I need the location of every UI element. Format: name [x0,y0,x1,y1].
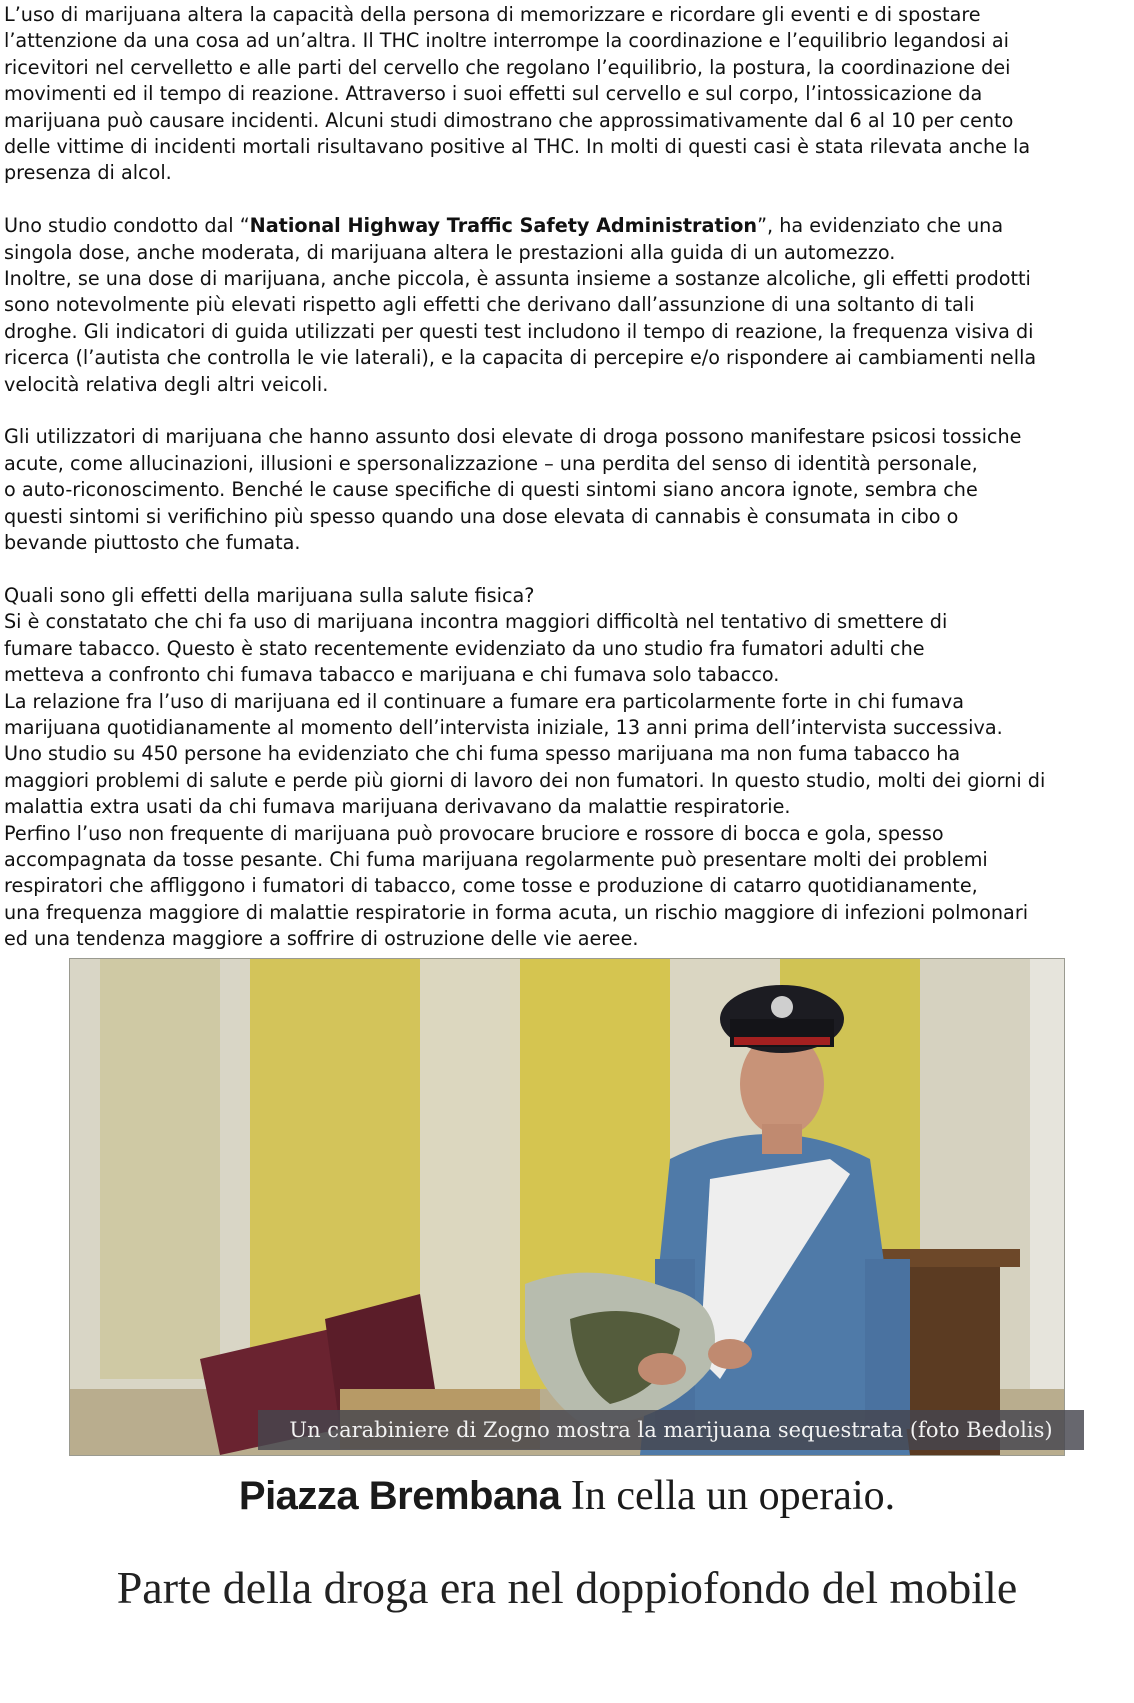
text-line: bevande piuttosto che fumata. [4,531,301,555]
text-line: accompagnata da tosse pesante. Chi fuma marijuana regolarmente può presentare molti dei problemi [4,847,988,871]
section-question: Quali sono gli effetti della marijuana sulla salute fisica? [4,583,535,607]
text-line: fumare tabacco. Questo è stato recentemente evidenziato da uno studio fra fumatori adulti che [4,636,925,660]
paragraph-driving-study [4,213,1132,398]
text-line: sono notevolmente più elevati rispetto agli effetti che derivano dall’assunzione di una soltanto di tali [4,293,975,317]
text-fragment: Uno studio condotto dal “ [4,214,250,238]
text-line: droghe. Gli indicatori di guida utilizzati per questi test includono il tempo di reazione, la frequenza visiva di [4,319,1034,343]
text-line: Inoltre, se una dose di marijuana, anche piccola, è assunta insieme a sostanze alcoliche, gli effetti prodotti [4,267,1031,291]
text-line: respiratori che affliggono i fumatori di tabacco, come tosse e produzione di catarro quotidianamente, [4,874,978,898]
text-line [4,213,1132,239]
text-line: La relazione fra l’uso di marijuana ed il continuare a fumare era particolarmente forte in chi fumava [4,689,965,713]
text-line: ricerca (l’autista che controlla le vie laterali), e la capacita di percepire e/o rispondere ai cambiamenti nella [4,346,1037,370]
paragraph-thc-effects [4,2,1132,187]
text-line: velocità relativa degli altri veicoli. [4,372,329,396]
text-line: metteva a confronto chi fumava tabacco e marijuana e chi fumava solo tabacco. [4,663,780,687]
text-line: Perfino l’uso non frequente di marijuana può provocare bruciore e rossore di bocca e gola, spesso [4,821,944,845]
text-line: malattia extra usati da chi fumava marijuana derivavano da malattie respiratorie. [4,795,791,819]
text-line: l’attenzione da una cosa ad un’altra. Il THC inoltre interrompe la coordinazione e l’equilibrio legandosi ai [4,29,1010,53]
organization-name: National Highway Traffic Safety Administration [249,214,758,238]
text-line: Uno studio su 450 persone ha evidenziato che chi fuma spesso marijuana ma non fuma tabacco ha [4,742,961,766]
headline-rest: In cella un operaio. [560,1473,896,1519]
text-line: ed una tendenza maggiore a soffrire di ostruzione delle vie aeree. [4,927,639,951]
text-line: acute, come allucinazioni, illusioni e spersonalizzazione – una perdita del senso di identità personale, [4,451,978,475]
text-line: delle vittime di incidenti mortali risultavano positive al THC. In molti di questi casi è stata rilevata anche la [4,135,1031,159]
text-line: marijuana può causare incidenti. Alcuni studi dimostrano che approssimativamente dal 6 al 10 per cento [4,108,1014,132]
headline [0,1468,1134,1524]
paragraph-psychosis [4,424,1132,556]
text-line: o auto-riconoscimento. Benché le cause specifiche di questi sintomi siano ancora ignote, sembra che [4,478,978,502]
text-line: Si è constatato che chi fa uso di marijuana incontra maggiori difficoltà nel tentativo di smettere di [4,610,948,634]
subheadline: Parte della droga era nel doppiofondo del mobile [116,1562,1018,1613]
text-line: presenza di alcol. [4,161,172,185]
text-line: movimenti ed il tempo di reazione. Attraverso i suoi effetti sul cervello e sul corpo, l’intossicazione da [4,82,983,106]
text-line: questi sintomi si verifichino più spesso quando una dose elevata di cannabis è consumata in cibo o [4,504,959,528]
text-line: singola dose, anche moderata, di marijuana altera le prestazioni alla guida di un automezzo. [4,240,896,264]
photo-illustration [70,959,1064,1455]
text-line: Gli utilizzatori di marijuana che hanno assunto dosi elevate di droga possono manifestare psicosi tossiche [4,425,1022,449]
paragraph-physical-health [4,583,1132,953]
photo-caption: Un carabiniere di Zogno mostra la marijuana sequestrata (foto Bedolis) [258,1410,1084,1450]
text-line: una frequenza maggiore di malattie respiratorie in forma acuta, un rischio maggiore di infezioni polmonari [4,900,1029,924]
article-text [4,2,1132,953]
text-fragment: ”, ha evidenziato che una [757,214,1004,238]
newspaper-photo [69,958,1065,1456]
text-line: ricevitori nel cervelletto e alle parti del cervello che regolano l’equilibrio, la postura, la coordinazione dei [4,55,1011,79]
text-line: L’uso di marijuana altera la capacità della persona di memorizzare e ricordare gli eventi e di spostare [4,3,981,26]
text-line: marijuana quotidianamente al momento dell’intervista iniziale, 13 anni prima dell’intervista successiva. [4,715,1003,739]
text-line: maggiori problemi di salute e perde più giorni di lavoro dei non fumatori. In questo studio, molti dei giorni di [4,768,1046,792]
headline-place: Piazza Brembana [238,1474,561,1518]
